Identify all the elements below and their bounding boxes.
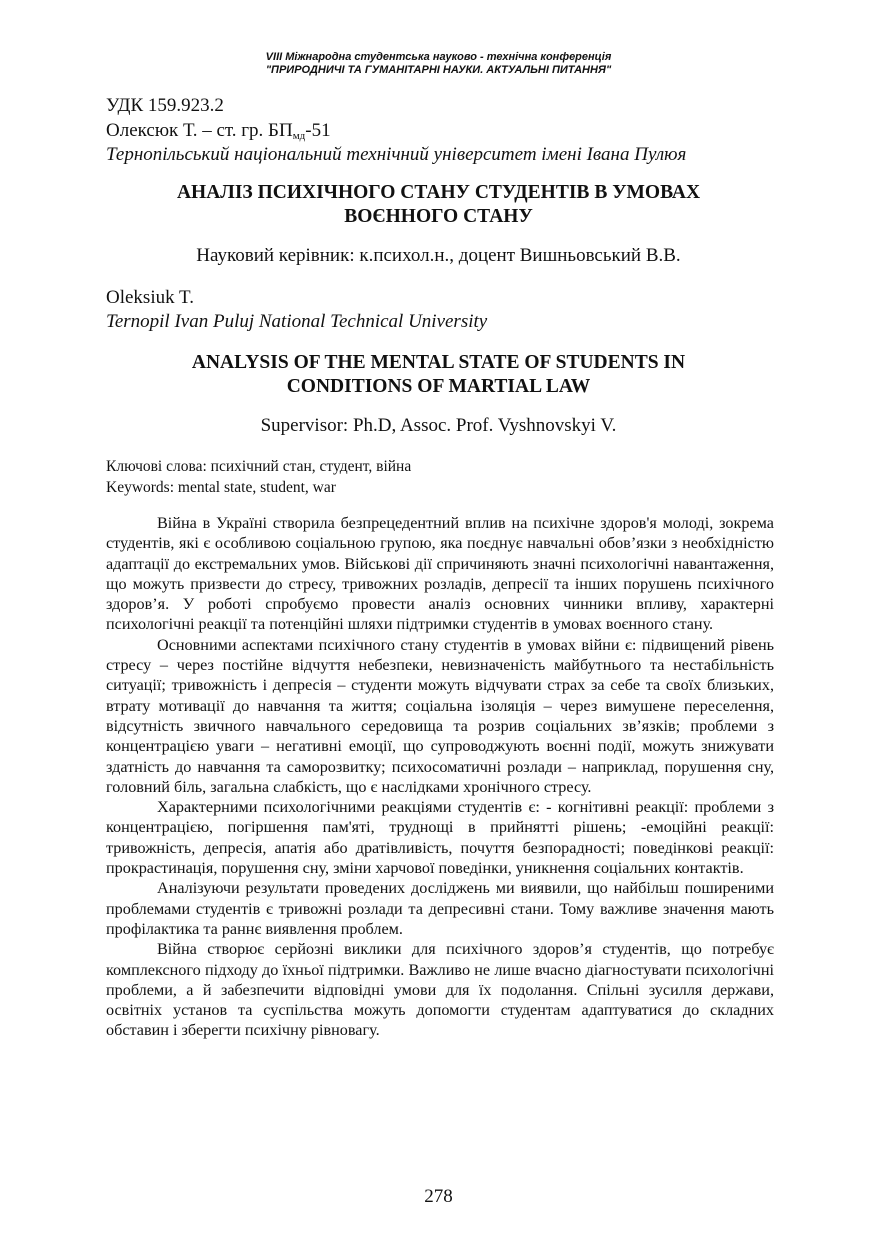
- title-ua-line2: ВОЄННОГО СТАНУ: [344, 206, 533, 227]
- author-ua-group-subscript: мд: [292, 130, 306, 142]
- supervisor-ua: Науковий керівник: к.психол.н., доцент Вишньовський В.В.: [196, 245, 681, 266]
- conference-header-line2: "ПРИРОДНИЧІ ТА ГУМАНІТАРНІ НАУКИ. АКТУАЛЬНІ ПИТАННЯ": [265, 64, 612, 76]
- paragraph-aspects: Основними аспектами психічного стану студентів в умовах війни є: підвищений рівень стресу – через постійне відчуття небезпеки, невизначеність майбутнього та нестабільність ситуації; тривожність і депресія – студенти можуть відчувати страх за себе та своїх близьких, втрату мотивації до навчання та життя; соціальна ізоляція – через вимушене переселення, відсутність звичного навчального середовища та розрив соціальних зв’язків; проблеми з концентрацією уваги – негативні емоції, що супроводжують воєнні події, можуть знижувати здатність до навчання та саморозвитку; психосоматичні розлади – наприклад, порушення сну, головний біль, загальна слабкість, що є наслідками хронічного стресу.: [106, 635, 774, 796]
- university-en: Ternopil Ivan Puluj National Technical University: [106, 311, 488, 332]
- keywords-ua: Ключові слова: психічний стан, студент, війна: [106, 458, 412, 475]
- conference-header-line1: VIII Міжнародна студентська науково - технічна конференція: [265, 51, 612, 63]
- author-en-name: Oleksiuk T.: [106, 287, 194, 308]
- paragraph-reactions: Характерними психологічними реакціями студентів є: - когнітивні реакції: проблеми з концентрацією, погіршення пам'яті, труднощі в прийнятті рішень; -емоційні реакції: тривожність, депресія, апатія або дратівливість, почуття безпорадності; поведінкові реакції: прокрастинація, порушення сну, зміни харчової поведінки, уникнення соціальних контактів.: [106, 798, 774, 878]
- paragraph-conclusion: Війна створює серйозні виклики для психічного здоров’я студентів, що потребує комплексного підходу до їхньої підтримки. Важливо не лише вчасно діагностувати психологічні проблеми, а й забезпечити відповідні умови для їх подолання. Спільні зусилля держави, освітніх установ та суспільства можуть допомогти студентам адаптуватися до складних обставин і зберегти психічну рівновагу.: [106, 940, 774, 1040]
- author-ua: [106, 120, 331, 142]
- title-en-line1: ANALYSIS OF THE MENTAL STATE OF STUDENTS IN: [191, 352, 686, 373]
- author-ua-group-suffix: -51: [305, 120, 331, 141]
- author-ua-name: Олексюк Т. – ст. гр. БП: [106, 120, 293, 141]
- paragraph-intro: Війна в Україні створила безпрецедентний вплив на психічне здоров'я молоді, зокрема студентів, які є особливою соціальною групою, яка поєднує навчальні обов’язки з необхідністю адаптації до екстремальних умов. Військові дії спричиняють значні психологічні навантаження, що можуть призвести до стресу, тривожних розладів, депресії та інших порушень психічного здоров’я. У роботі спробуємо провести аналіз основних чинники впливу, характерні психологічні реакції та потенційні шляхи підтримки студентів в умовах воєнного стану.: [106, 514, 774, 634]
- university-ua: Тернопільський національний технічний університет імені Івана Пулюя: [106, 144, 687, 165]
- keywords-en: Keywords: mental state, student, war: [106, 479, 336, 496]
- article-body: [106, 513, 774, 1041]
- page-number: 278: [424, 1186, 453, 1207]
- udc-code: УДК 159.923.2: [106, 95, 224, 116]
- paragraph-results: Аналізуючи результати проведених досліджень ми виявили, що найбільш поширеними проблемами студентів є тривожні розлади та депресивні стани. Тому важливе значення мають профілактика та раннє виявлення проблем.: [106, 879, 774, 938]
- title-ua-line1: АНАЛІЗ ПСИХІЧНОГО СТАНУ СТУДЕНТІВ В УМОВАХ: [176, 182, 701, 203]
- title-en-line2: CONDITIONS OF MARTIAL LAW: [286, 376, 591, 397]
- supervisor-en: Supervisor: Ph.D, Assoc. Prof. Vyshnovskyi V.: [260, 415, 617, 436]
